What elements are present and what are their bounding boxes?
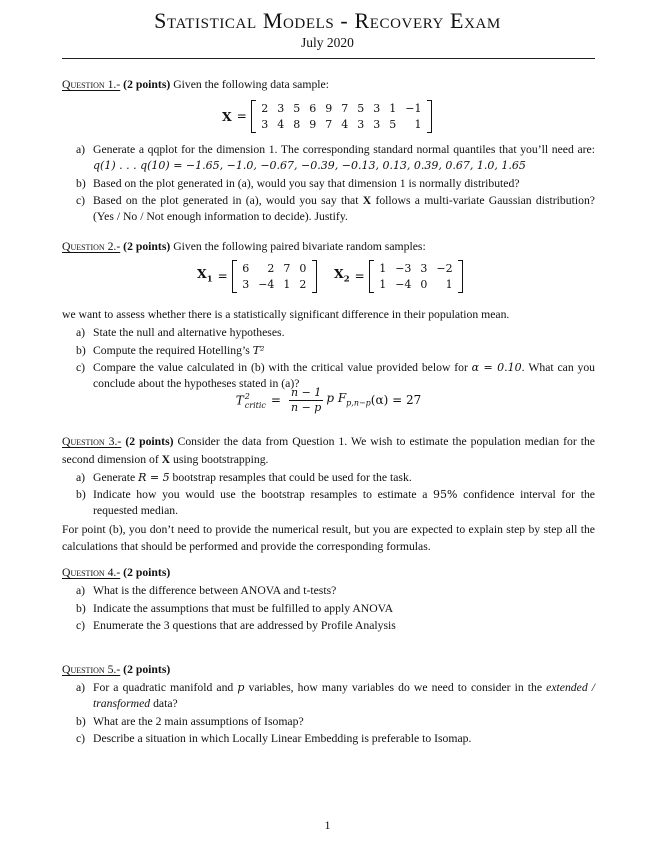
list-item: [76, 487, 595, 519]
matrix-x-equals: =: [236, 108, 247, 123]
question-3-points: (2 points): [125, 435, 174, 448]
matrix-cell: 0: [420, 277, 428, 291]
item-text: What is the difference between ANOVA and t-tests?: [93, 584, 337, 597]
matrix-x1-body: [232, 260, 317, 293]
formula-fraction: [289, 386, 323, 415]
item-text: follows a multi-variate Gaussian distribution? (Yes / No / Not enough information to decide). Justify.: [93, 194, 595, 223]
matrix-cell: 2: [261, 102, 269, 115]
item-label: a): [76, 681, 86, 694]
matrix-cell: 3: [357, 117, 365, 131]
matrix-cell: 1: [379, 277, 387, 291]
question-3-intro-block: [62, 433, 595, 468]
matrix-cell: 3: [261, 117, 269, 131]
matrix-cell: 9: [325, 102, 333, 115]
matrix-cell: 3: [420, 262, 428, 275]
item-text: Compare the value calculated in (b) with the critical value provided below for: [93, 361, 472, 374]
question-5-points: (2 points): [123, 663, 171, 676]
matrix-cell: −3: [395, 262, 412, 275]
matrix-cell: −4: [395, 277, 412, 291]
question-4-label: Question 4.-: [62, 566, 121, 579]
item-text: State the null and alternative hypotheses.: [93, 326, 285, 339]
list-item: [76, 142, 595, 174]
item-label: b): [76, 488, 86, 501]
item-label: b): [76, 176, 86, 190]
matrix-cell: 1: [414, 117, 422, 131]
exam-title: Statistical Models - Recovery Exam: [154, 8, 501, 33]
question-5: [62, 661, 595, 749]
item-label: b): [76, 714, 86, 728]
question-2-label: Question 2.-: [62, 240, 121, 253]
item-math: 95%: [433, 488, 458, 501]
list-item: [76, 618, 595, 634]
matrix-cell: −4: [258, 277, 275, 291]
question-3-note: For point (b), you don’t need to provide the numerical result, but you are expected to explain step by step all the calculations that should be performed and provide the corresponding formulas.: [62, 522, 595, 553]
list-item: [76, 731, 595, 747]
item-label: b): [76, 343, 86, 357]
exam-date: July 2020: [301, 35, 354, 50]
matrix-x1: [197, 260, 317, 293]
matrix-cell: 5: [293, 102, 301, 115]
title-divider: [62, 58, 595, 59]
hotelling-critical-formula: [62, 386, 595, 415]
question-3-label: Question 3.-: [62, 435, 122, 448]
matrix-cell: 1: [445, 277, 453, 291]
question-2-points: (2 points): [123, 240, 171, 253]
question-1-points: (2 points): [123, 78, 171, 91]
list-item: [76, 176, 595, 192]
formula-equals: =: [270, 392, 281, 407]
question-3-items: [62, 470, 595, 520]
question-2-items: [62, 325, 595, 392]
matrix-cell: 5: [389, 117, 397, 131]
question-2-intro: Given the following paired bivariate random samples:: [173, 240, 426, 253]
item-label: a): [76, 143, 86, 156]
matrix-cell: 6: [242, 262, 250, 275]
question-1: [62, 76, 595, 227]
matrix-cell: 1: [283, 277, 291, 291]
matrix-x2-equals: =: [354, 268, 365, 283]
fraction-denominator: n − p: [290, 401, 322, 414]
matrix-cell: −2: [436, 262, 453, 275]
matrix-cell: 3: [242, 277, 250, 291]
item-label: a): [76, 584, 86, 597]
list-item: [76, 343, 595, 359]
item-label: c): [76, 361, 86, 374]
matrix-cell: 2: [267, 262, 275, 275]
item-math: R = 5: [138, 470, 170, 484]
matrix-cell: 4: [277, 117, 285, 131]
question-1-label: Question 1.-: [62, 78, 121, 91]
matrix-cell: 4: [341, 117, 349, 131]
formula-rhs: p $F_{p,n-p}$: [326, 390, 371, 407]
item-label: a): [76, 470, 86, 484]
question-2: [62, 238, 596, 414]
matrix-cell: 5: [357, 102, 365, 115]
item-label: c): [76, 732, 86, 745]
item-text: Enumerate the 3 questions that are addressed by Profile Analysis: [93, 619, 396, 632]
list-item: [76, 193, 595, 225]
item-text: bootstrap resamples that could be used for the task.: [169, 470, 412, 484]
matrix-x2: [334, 260, 463, 293]
question-3-intro: Consider the data from Question 1. We wish to estimate the population median for the second dimension of: [62, 435, 595, 466]
question-4-points: (2 points): [123, 566, 171, 579]
item-label: b): [76, 601, 86, 615]
item-label: a): [76, 326, 86, 339]
item-italic: extended / transformed: [93, 681, 595, 710]
question-4-items: [62, 583, 595, 634]
matrix-cell: 7: [325, 117, 333, 131]
item-bold: X: [362, 194, 372, 207]
question-1-intro: Given the following data sample:: [173, 78, 329, 91]
list-item: [76, 470, 595, 486]
question-3-intro-after: using bootstrapping.: [170, 452, 269, 466]
matrix-x1-equals: =: [217, 268, 228, 283]
item-text: confidence interval for the requested median.: [93, 488, 595, 517]
item-text: What are the 2 main assumptions of Isomap?: [93, 714, 304, 728]
question-3-intro-bold: X: [161, 452, 171, 466]
matrix-x2-name: $X_2$: [334, 265, 350, 284]
item-text: . What can you conclude about the hypotheses stated in (a)?: [93, 361, 596, 390]
item-text: Indicate how you would use the bootstrap resamples to estimate a: [93, 488, 434, 501]
item-text: Describe a situation in which Locally Linear Embedding is preferable to Isomap.: [93, 732, 472, 745]
matrix-cell: 2: [299, 277, 307, 291]
item-math: q(1) . . . q(10) = −1.65, −1.0, −0.67, −0.39, −0.13, 0.13, 0.39, 0.67, 1.0, 1.65: [93, 159, 526, 172]
page-number: 1: [324, 818, 331, 832]
item-text: Indicate the assumptions that must be fulfilled to apply ANOVA: [93, 601, 394, 615]
formula-lhs: T 2 critic: [235, 391, 266, 410]
item-math: T²: [252, 343, 265, 357]
matrix-cell: 7: [283, 262, 291, 275]
matrix-x-body: [251, 100, 432, 133]
question-4: [62, 564, 595, 636]
list-item: [76, 583, 595, 599]
question-5-label: Question 5.-: [62, 663, 121, 676]
matrix-cell: 1: [389, 102, 397, 115]
item-math: α = 0.10: [471, 361, 522, 374]
item-math: p: [237, 681, 245, 694]
matrix-cell: 1: [379, 262, 387, 275]
fraction-numerator: n − 1: [291, 386, 322, 399]
matrix-x: [222, 100, 432, 133]
formula-tail: (α) = 27: [370, 392, 422, 407]
matrix-cell: 3: [373, 102, 381, 115]
matrix-cell: 0: [299, 262, 307, 275]
matrix-x2-body: [369, 260, 463, 293]
matrix-x-name: X: [222, 108, 232, 124]
matrix-cell: 9: [309, 117, 317, 131]
question-3: [62, 433, 595, 556]
matrix-cell: 6: [309, 102, 317, 115]
item-text: Compute the required Hotelling’s: [93, 343, 253, 357]
item-text: Based on the plot generated in (a), would you say that: [93, 194, 363, 207]
item-label: c): [76, 619, 86, 632]
item-text: Generate a qqplot for the dimension 1. The corresponding standard normal quantiles that you’ll need are:: [93, 143, 595, 156]
question-2-context: we want to assess whether there is a statistically significant difference in their population mean.: [62, 308, 510, 321]
matrix-cell: 3: [277, 102, 285, 115]
list-item: [76, 325, 595, 341]
matrix-cell: 8: [293, 117, 301, 131]
list-item: [76, 680, 595, 712]
question-5-items: [62, 680, 595, 747]
question-1-items: [62, 142, 595, 225]
item-text: variables, how many variables do we need to consider in the: [244, 681, 547, 694]
item-label: c): [76, 194, 86, 207]
matrix-cell: 3: [373, 117, 381, 131]
list-item: [76, 714, 595, 730]
item-text: Based on the plot generated in (a), would you say that dimension 1 is normally distributed?: [93, 176, 520, 190]
item-text: data?: [150, 697, 178, 710]
matrix-cell: −1: [405, 102, 422, 115]
matrix-cell: 7: [341, 102, 349, 115]
item-text: Generate: [93, 470, 139, 484]
list-item: [76, 601, 595, 617]
matrix-x1-name: $X_1$: [197, 265, 213, 284]
item-text: For a quadratic manifold and: [93, 681, 238, 694]
